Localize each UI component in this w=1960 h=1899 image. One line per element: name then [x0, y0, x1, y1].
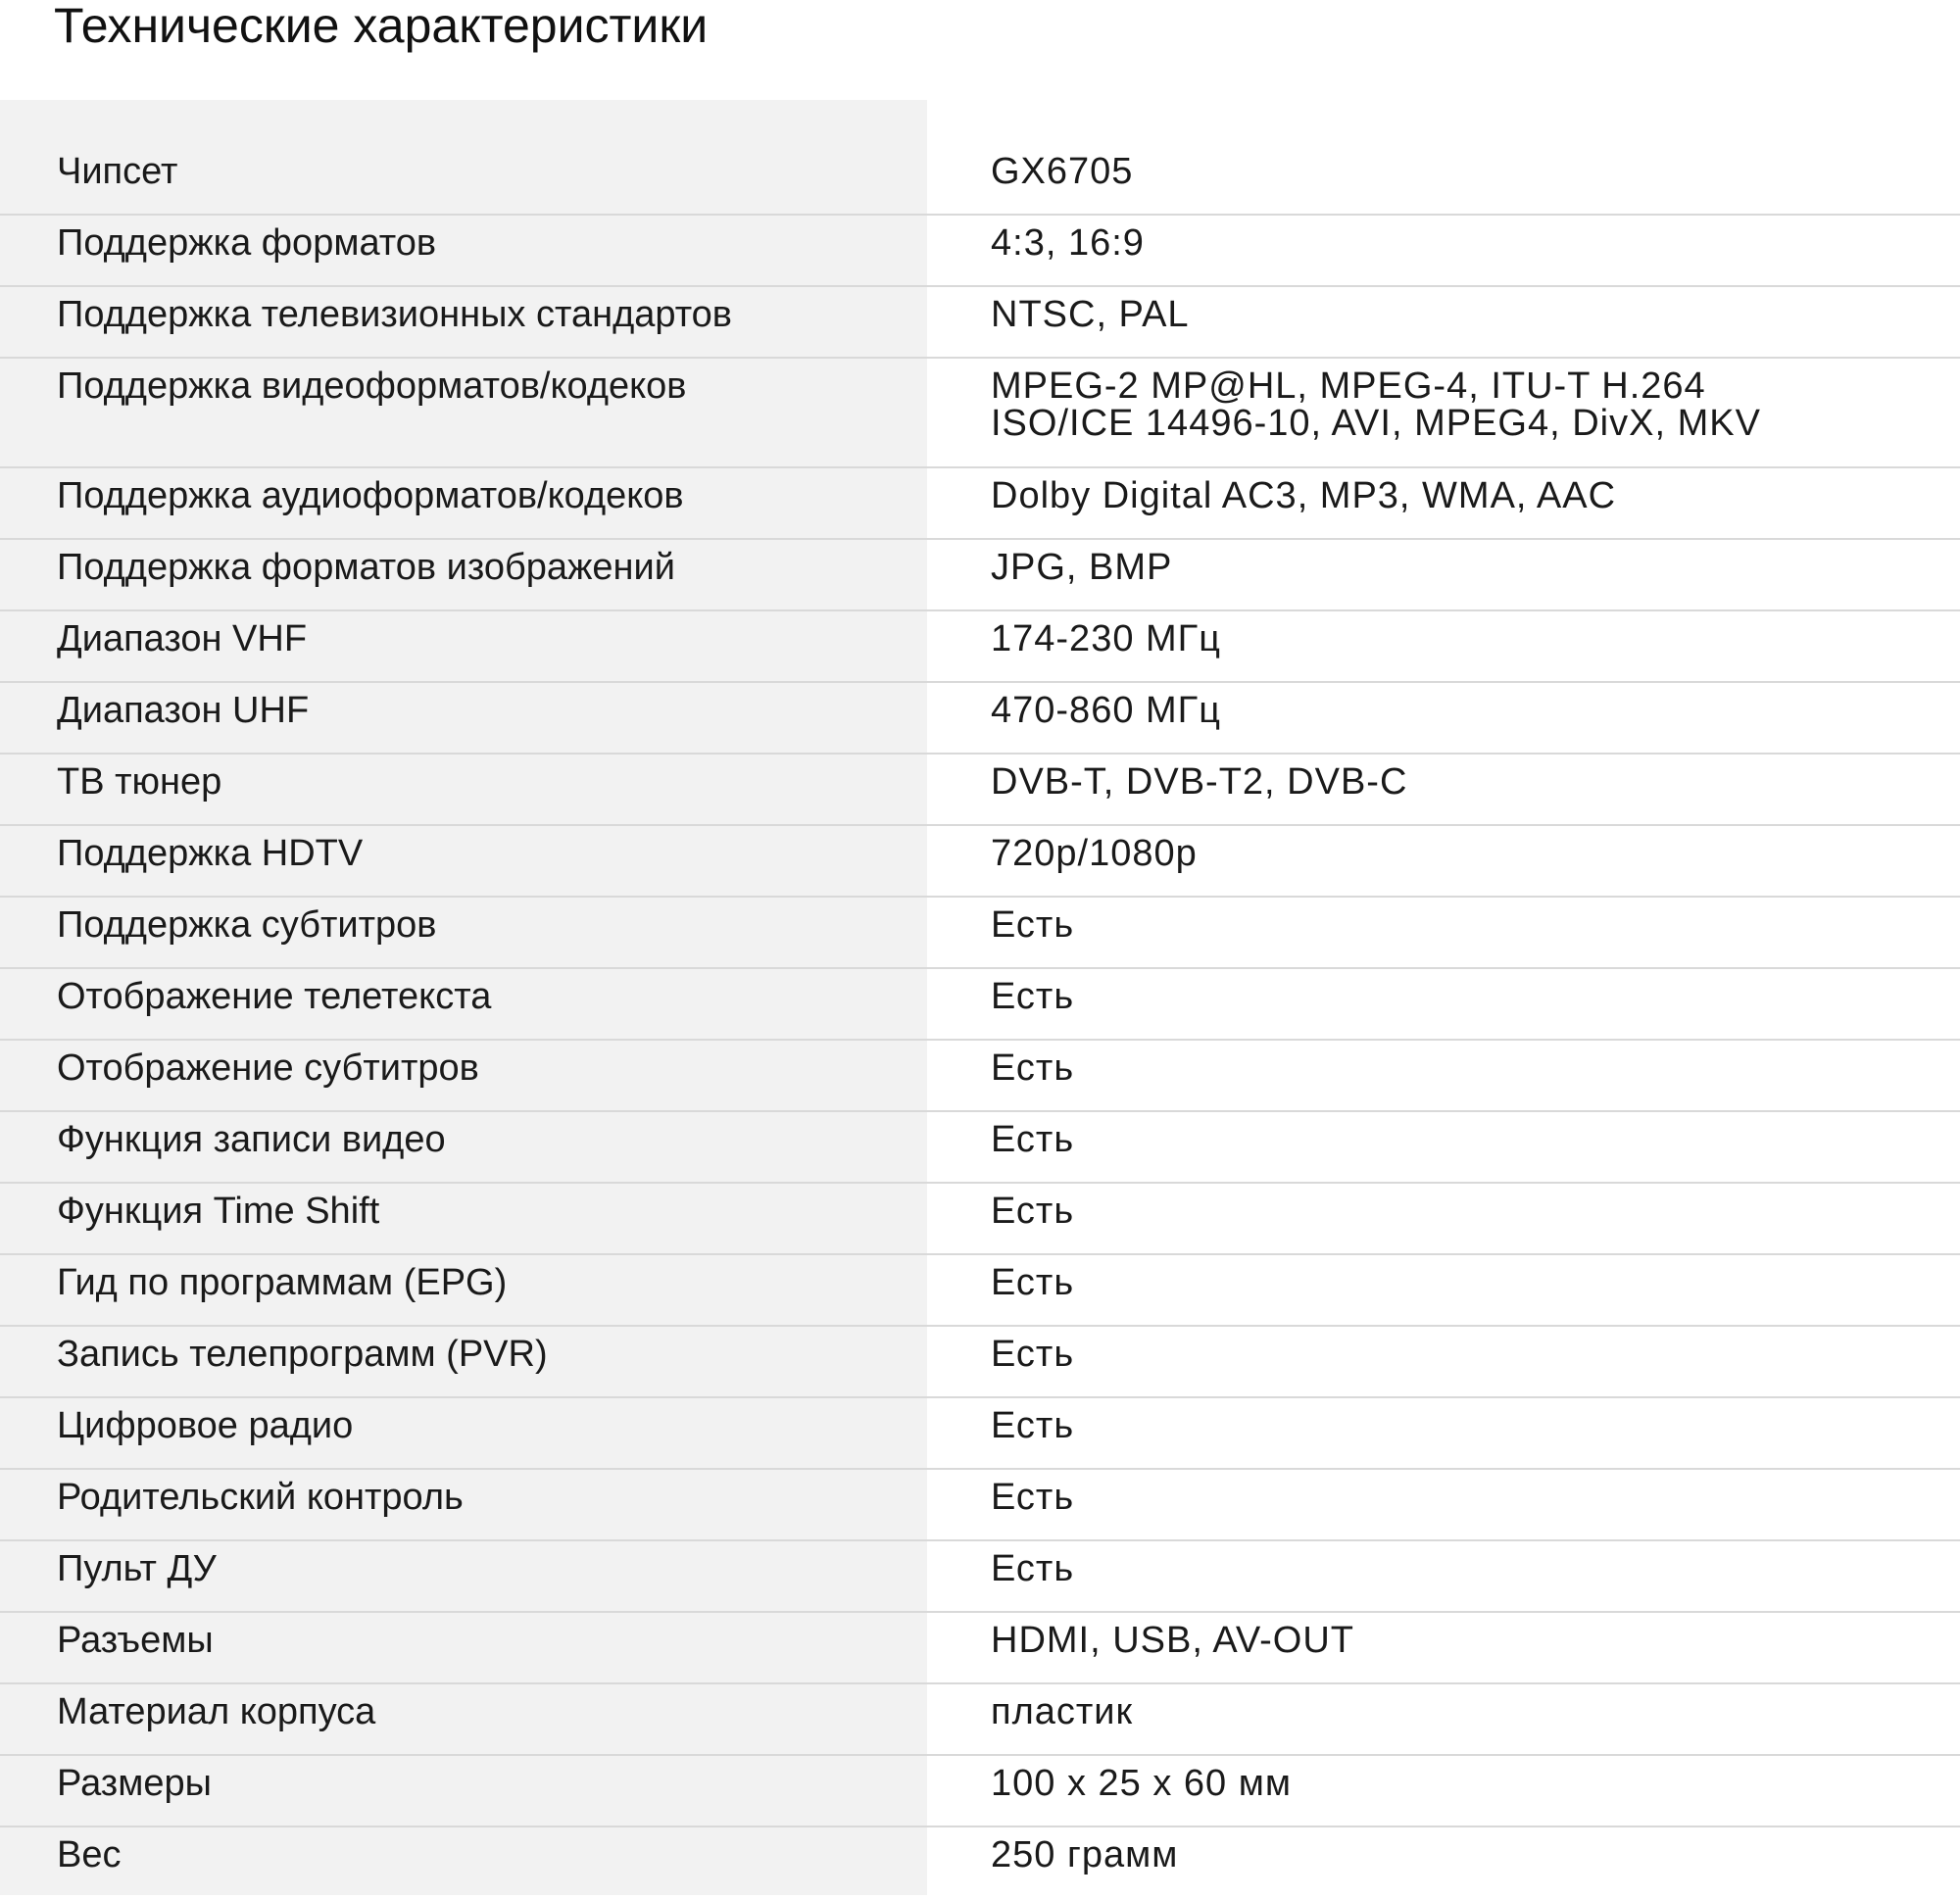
spec-value: 174-230 МГц: [991, 618, 1222, 659]
spec-value: Есть: [991, 1047, 1075, 1089]
spec-label: Пульт ДУ: [57, 1548, 217, 1589]
table-row: [0, 468, 1960, 540]
spec-label: Поддержка видеоформатов/кодеков: [57, 365, 687, 407]
spec-value: JPG, BMP: [991, 547, 1173, 588]
table-row: [0, 1398, 1960, 1470]
spec-value: Dolby Digital AC3, MP3, WMA, AAC: [991, 475, 1617, 516]
table-row: [0, 287, 1960, 359]
table-row: [0, 969, 1960, 1041]
table-row: [0, 1827, 1960, 1899]
table-row: [0, 1470, 1960, 1541]
table-row: [0, 1041, 1960, 1112]
spec-value: Есть: [991, 1191, 1075, 1232]
spec-value: Есть: [991, 1119, 1075, 1160]
spec-value: 720p/1080p: [991, 833, 1198, 874]
spec-label: Размеры: [57, 1763, 212, 1804]
spec-label: Диапазон VHF: [57, 618, 308, 659]
table-row: [0, 216, 1960, 287]
spec-label: Материал корпуса: [57, 1691, 376, 1732]
spec-label: Поддержка субтитров: [57, 904, 437, 946]
spec-label: Запись телепрограмм (PVR): [57, 1334, 548, 1375]
table-row: [0, 144, 1960, 216]
table-row: [0, 611, 1960, 683]
table-row: [0, 1756, 1960, 1827]
spec-value: Есть: [991, 976, 1075, 1017]
spec-value: GX6705: [991, 151, 1134, 192]
spec-label: Отображение телетекста: [57, 976, 492, 1017]
spec-value: DVB-T, DVB-T2, DVB-C: [991, 761, 1408, 803]
table-row: [0, 540, 1960, 611]
spec-value: Есть: [991, 1477, 1075, 1518]
spec-label: Чипсет: [57, 151, 178, 192]
spec-value: Есть: [991, 1262, 1075, 1303]
table-row: [0, 1327, 1960, 1398]
table-row: [0, 1112, 1960, 1184]
spec-value: Есть: [991, 1334, 1075, 1375]
spec-rows: [0, 100, 1960, 1899]
table-row: [0, 898, 1960, 969]
spec-label: Родительский контроль: [57, 1477, 464, 1518]
spec-label: Диапазон UHF: [57, 690, 310, 731]
spec-label: Поддержка HDTV: [57, 833, 364, 874]
spec-label: Вес: [57, 1834, 122, 1875]
spec-value: MPEG-2 MP@HL, MPEG-4, ITU-T H.264 ISO/ICE 14496-10, AVI, MPEG4, DivX, MKV: [991, 365, 1761, 444]
spec-value: 4:3, 16:9: [991, 222, 1145, 264]
spec-label: Поддержка телевизионных стандартов: [57, 294, 732, 335]
spec-label: Функция записи видео: [57, 1119, 446, 1160]
spec-value: Есть: [991, 1405, 1075, 1446]
spec-value: Есть: [991, 1548, 1075, 1589]
spec-value: NTSC, PAL: [991, 294, 1190, 335]
spec-value: 250 грамм: [991, 1834, 1179, 1875]
spec-label: Цифровое радио: [57, 1405, 354, 1446]
table-row: [0, 359, 1960, 468]
page-title: Технические характеристики: [54, 0, 709, 53]
spec-label: Отображение субтитров: [57, 1047, 479, 1089]
spec-label: ТВ тюнер: [57, 761, 222, 803]
spec-table: [0, 100, 1960, 1895]
spec-value: HDMI, USB, AV-OUT: [991, 1620, 1355, 1661]
spec-label: Функция Time Shift: [57, 1191, 380, 1232]
spec-value: пластик: [991, 1691, 1134, 1732]
spec-value: Есть: [991, 904, 1075, 946]
spec-value: 470-860 МГц: [991, 690, 1222, 731]
spec-label: Поддержка форматов изображений: [57, 547, 675, 588]
table-row: [0, 1255, 1960, 1327]
spec-label: Гид по программам (EPG): [57, 1262, 508, 1303]
table-row: [0, 1613, 1960, 1684]
table-row: [0, 826, 1960, 898]
spec-label: Поддержка аудиоформатов/кодеков: [57, 475, 684, 516]
spec-label: Разъемы: [57, 1620, 214, 1661]
table-row: [0, 683, 1960, 755]
spec-label: Поддержка форматов: [57, 222, 437, 264]
table-row: [0, 755, 1960, 826]
table-row: [0, 1541, 1960, 1613]
table-row: [0, 1184, 1960, 1255]
spec-value: 100 х 25 х 60 мм: [991, 1763, 1292, 1804]
table-row: [0, 1684, 1960, 1756]
